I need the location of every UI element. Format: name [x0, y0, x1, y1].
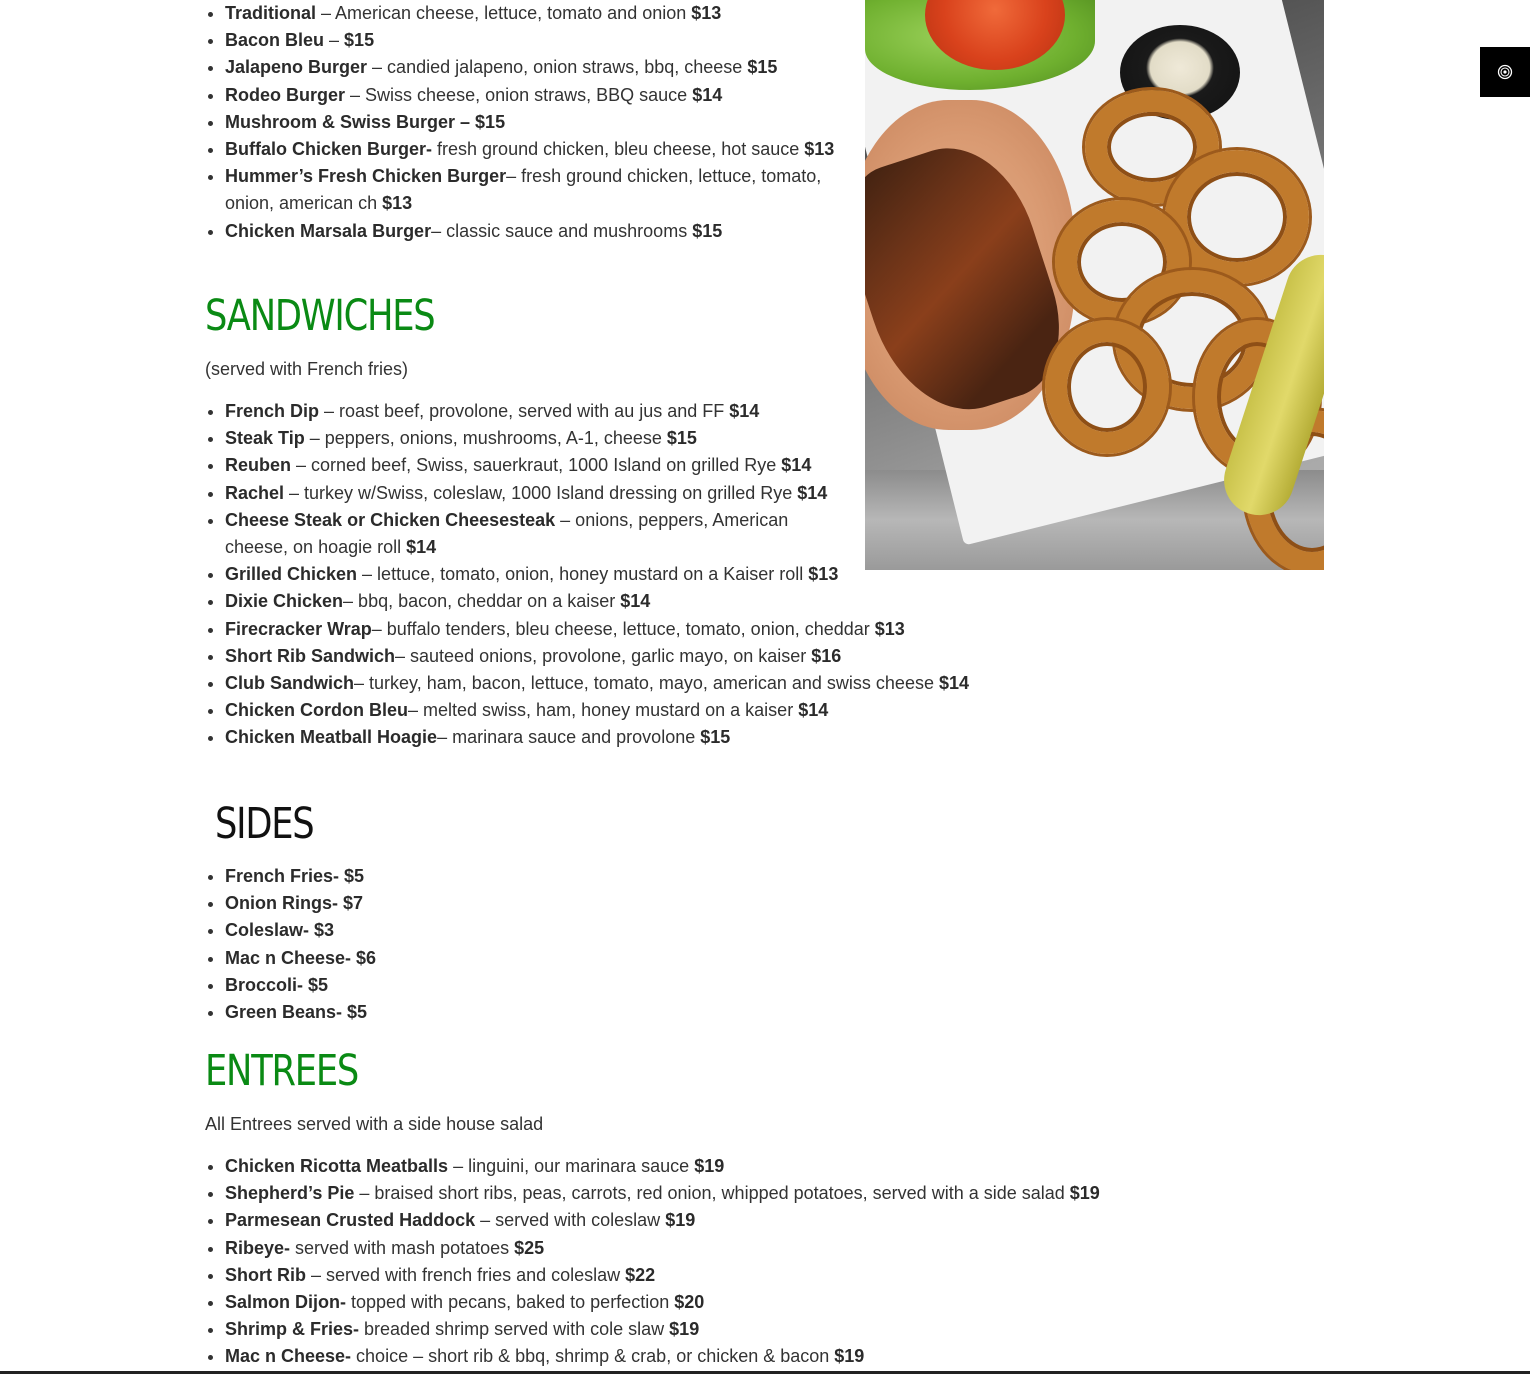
menu-item: • Steak Tip – peppers, onions, mushrooms, A-1, cheese $15 — [225, 425, 1205, 452]
sides-heading: SIDES — [215, 799, 314, 849]
sandwiches-note: (served with French fries) — [205, 359, 409, 379]
menu-item: • Firecracker Wrap– buffalo tenders, bleu cheese, lettuce, tomato, onion, cheddar $13 — [225, 616, 1205, 643]
accessibility-icon — [1497, 64, 1513, 80]
menu-item: • Cheese Steak or Chicken Cheesesteak – onions, peppers, American cheese, on hoagie roll $14 — [225, 507, 840, 561]
menu-item: • Chicken Marsala Burger– classic sauce and mushrooms $15 — [225, 218, 865, 245]
menu-item: • French Fries- $5 — [225, 863, 376, 890]
menu-item: • Onion Rings- $7 — [225, 890, 376, 917]
entrees-note: All Entrees served with a side house salad — [205, 1114, 544, 1134]
menu-item: • Rachel – turkey w/Swiss, coleslaw, 1000 Island dressing on grilled Rye $14 — [225, 480, 1205, 507]
menu-item: • Short Rib Sandwich– sauteed onions, provolone, garlic mayo, on kaiser $16 — [225, 643, 1205, 670]
menu-item: • Buffalo Chicken Burger- fresh ground chicken, bleu cheese, hot sauce $13 — [225, 136, 865, 163]
accessibility-button[interactable] — [1480, 47, 1530, 97]
menu-item: • Grilled Chicken – lettuce, tomato, onion, honey mustard on a Kaiser roll $13 — [225, 561, 840, 588]
menu-item: • Mac n Cheese- $6 — [225, 945, 376, 972]
photo-onion-ring — [1045, 320, 1169, 454]
menu-item: • Hummer’s Fresh Chicken Burger– fresh ground chicken, lettuce, tomato, onion, american ch $13 — [225, 163, 865, 217]
menu-item: • Mushroom & Swiss Burger – $15 — [225, 109, 865, 136]
menu-item: • Jalapeno Burger – candied jalapeno, onion straws, bbq, cheese $15 — [225, 54, 865, 81]
menu-item: • Rodeo Burger – Swiss cheese, onion straws, BBQ sauce $14 — [225, 82, 865, 109]
menu-item: • Salmon Dijon- topped with pecans, baked to perfection $20 — [225, 1289, 1225, 1316]
menu-item: • Mac n Cheese- choice – short rib & bbq, shrimp & crab, or chicken & bacon $19 — [225, 1343, 1225, 1370]
menu-item: • Chicken Ricotta Meatballs – linguini, our marinara sauce $19 — [225, 1153, 1225, 1180]
sandwiches-heading: SANDWICHES — [205, 291, 435, 341]
burgers-list — [205, 0, 865, 245]
menu-item: • Coleslaw- $3 — [225, 917, 376, 944]
entrees-heading: ENTREES — [205, 1046, 359, 1096]
menu-item: • Bacon Bleu – $15 — [225, 27, 865, 54]
menu-item: • Dixie Chicken– bbq, bacon, cheddar on a kaiser $14 — [225, 588, 1205, 615]
sides-list — [205, 863, 376, 1026]
menu-item: • French Dip – roast beef, provolone, served with au jus and FF $14 — [225, 398, 1205, 425]
menu-item: • Parmesean Crusted Haddock – served with coleslaw $19 — [225, 1207, 1225, 1234]
menu-item: • Ribeye- served with mash potatoes $25 — [225, 1235, 1225, 1262]
menu-item: • Shepherd’s Pie – braised short ribs, peas, carrots, red onion, whipped potatoes, served with a side salad $19 — [225, 1180, 1225, 1207]
burger-onion-rings-photo — [865, 0, 1324, 570]
menu-item: • Traditional – American cheese, lettuce, tomato and onion $13 — [225, 0, 865, 27]
menu-item: • Chicken Meatball Hoagie– marinara sauce and provolone $15 — [225, 724, 1205, 751]
menu-item: • Broccoli- $5 — [225, 972, 376, 999]
menu-item: • Short Rib – served with french fries and coleslaw $22 — [225, 1262, 1225, 1289]
menu-item: • Club Sandwich– turkey, ham, bacon, lettuce, tomato, mayo, american and swiss cheese $14 — [225, 670, 1205, 697]
menu-item: • Green Beans- $5 — [225, 999, 376, 1026]
menu-item: • Chicken Cordon Bleu– melted swiss, ham, honey mustard on a kaiser $14 — [225, 697, 1205, 724]
entrees-list — [205, 1153, 1225, 1371]
menu-item: • Reuben – corned beef, Swiss, sauerkraut, 1000 Island on grilled Rye $14 — [225, 452, 1205, 479]
menu-item: • Shrimp & Fries- breaded shrimp served with cole slaw $19 — [225, 1316, 1225, 1343]
